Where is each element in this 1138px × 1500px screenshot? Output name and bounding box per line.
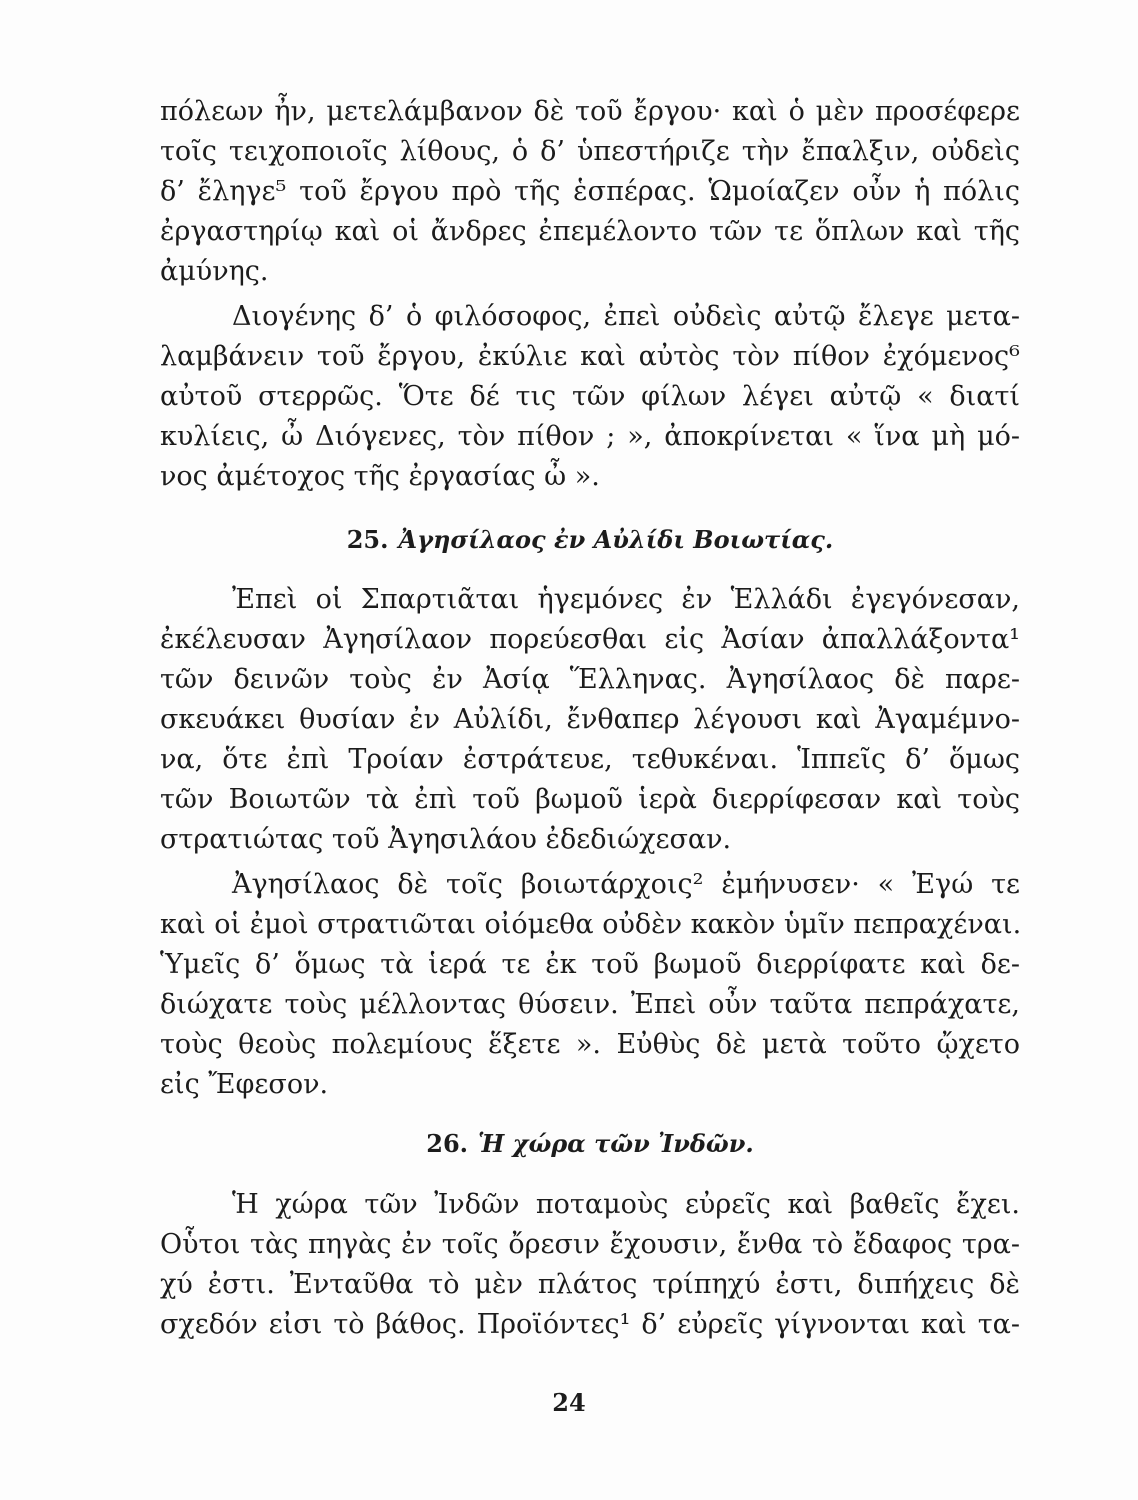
section-number: 26. bbox=[426, 1129, 469, 1158]
text-line: τοῖς τειχοποιοῖς λίθους, ὁ δ’ ὑπεστήριζε τὴν ἔπαλξιν, οὐδεὶς bbox=[160, 136, 1020, 167]
text-line: ἀμύνης. bbox=[160, 256, 269, 287]
section-heading bbox=[160, 1124, 1020, 1164]
text-line: αὐτοῦ στερρῶς. Ὅτε δέ τις τῶν φίλων λέγει αὐτῷ « διατί bbox=[160, 381, 1020, 412]
text-line: νος ἀμέτοχος τῆς ἐργασίας ὦ ». bbox=[160, 461, 600, 492]
text-line: τῶν δεινῶν τοὺς ἐν Ἀσίᾳ Ἕλληνας. Ἀγησίλαος δὲ παρε- bbox=[160, 664, 1020, 695]
text-line: λαμβάνειν τοῦ ἔργου, ἐκύλιε καὶ αὐτὸς τὸν πίθον ἐχόμενος⁶ bbox=[160, 341, 1020, 372]
text-line: στρατιώτας τοῦ Ἀγησιλάου ἐδεδιώχεσαν. bbox=[160, 824, 732, 855]
text-line: Οὗτοι τὰς πηγὰς ἐν τοῖς ὄρεσιν ἔχουσιν, ἔνθα τὸ ἔδαφος τρα- bbox=[160, 1229, 1020, 1260]
text-line: χύ ἐστι. Ἐνταῦθα τὸ μὲν πλάτος τρίπηχύ ἐστι, διπήχεις δὲ bbox=[160, 1269, 1020, 1300]
page-number: 24 bbox=[552, 1388, 586, 1417]
text-line: δ’ ἔληγε⁵ τοῦ ἔργου πρὸ τῆς ἑσπέρας. Ὡμοίαζεν οὖν ἡ πόλις bbox=[160, 176, 1020, 207]
text-line: Ἐπεὶ οἱ Σπαρτιᾶται ἡγεμόνες ἐν Ἑλλάδι ἐγεγόνεσαν, bbox=[232, 584, 1020, 615]
text-line: Ἡ χώρα τῶν Ἰνδῶν ποταμοὺς εὐρεῖς καὶ βαθεῖς ἔχει. bbox=[232, 1189, 1020, 1220]
text-line: τῶν Βοιωτῶν τὰ ἐπὶ τοῦ βωμοῦ ἱερὰ διερρίφεσαν καὶ τοὺς bbox=[160, 784, 1020, 815]
text-line: ἐργαστηρίῳ καὶ οἱ ἄνδρες ἐπεμέλοντο τῶν τε ὅπλων καὶ τῆς bbox=[160, 216, 1020, 247]
text-line: ἐκέλευσαν Ἀγησίλαον πορεύεσθαι εἰς Ἀσίαν ἀπαλλάξοντα¹ bbox=[160, 624, 1020, 655]
text-line: Ὑμεῖς δ’ ὅμως τὰ ἱερά τε ἐκ τοῦ βωμοῦ διερρίφατε καὶ δε- bbox=[160, 949, 1020, 980]
section-title: Ἡ χώρα τῶν Ἰνδῶν. bbox=[478, 1129, 754, 1158]
text-line: Ἀγησίλαος δὲ τοῖς βοιωτάρχοις² ἐμήνυσεν· « Ἐγώ τε bbox=[232, 869, 1020, 900]
text-line: διώχατε τοὺς μέλλοντας θύσειν. Ἐπεὶ οὖν ταῦτα πεπράχατε, bbox=[160, 989, 1020, 1020]
text-line: Διογένης δ’ ὁ φιλόσοφος, ἐπεὶ οὐδεὶς αὐτῷ ἔλεγε μετα- bbox=[232, 301, 1020, 332]
text-line: καὶ οἱ ἐμοὶ στρατιῶται οἰόμεθα οὐδὲν κακὸν ὑμῖν πεπραχέναι. bbox=[160, 909, 1022, 940]
section-title: Ἀγησίλαος ἐν Αὐλίδι Βοιωτίας. bbox=[398, 525, 834, 554]
section-heading bbox=[160, 520, 1020, 560]
text-line: εἰς Ἔφεσον. bbox=[160, 1069, 329, 1100]
text-line: κυλίεις, ὦ Διόγενες, τὸν πίθον ; », ἀποκρίνεται « ἵνα μὴ μό- bbox=[160, 421, 1020, 452]
text-line: σκευάκει θυσίαν ἐν Αὐλίδι, ἔνθαπερ λέγουσι καὶ Ἀγαμέμνο- bbox=[160, 704, 1020, 735]
text-line: σχεδόν εἰσι τὸ βάθος. Προϊόντες¹ δ’ εὐρεῖς γίγνονται καὶ τα- bbox=[160, 1309, 1020, 1340]
section-number: 25. bbox=[346, 525, 389, 554]
text-line: πόλεων ἦν, μετελάμβανον δὲ τοῦ ἔργου· καὶ ὁ μὲν προσέφερε bbox=[160, 96, 1020, 127]
text-line: να, ὅτε ἐπὶ Τροίαν ἐστράτευε, τεθυκέναι. Ἱππεῖς δ’ ὅμως bbox=[160, 744, 1020, 775]
text-line: τοὺς θεοὺς πολεμίους ἕξετε ». Εὐθὺς δὲ μετὰ τοῦτο ᾤχετο bbox=[160, 1029, 1020, 1060]
